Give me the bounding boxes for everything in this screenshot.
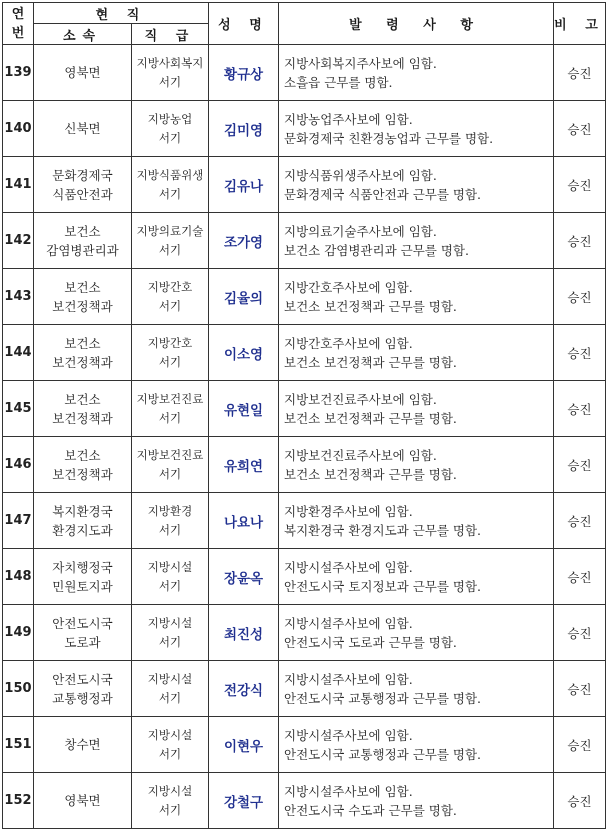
remark-note: 승진 xyxy=(554,437,606,493)
rank-line: 지방간호 xyxy=(147,279,193,294)
dept-line: 보건소 xyxy=(64,279,101,295)
header-rank: 직 급 xyxy=(132,24,209,45)
remark-note: 승진 xyxy=(554,773,606,829)
order-line: 지방식품위생주사보에 임함. xyxy=(284,167,437,183)
order-line: 지방환경주사보에 임함. xyxy=(284,503,413,519)
personnel-order-sheet xyxy=(2,2,605,834)
table-row xyxy=(3,101,606,157)
rank-line: 지방식품위생 xyxy=(136,167,204,182)
order-line: 안전도시국 교통행정과 근무를 명함. xyxy=(284,690,482,706)
order-line: 보건소 보건정책과 근무를 명함. xyxy=(284,410,457,426)
rank-line: 지방시설 xyxy=(147,671,193,686)
row-number: 140 xyxy=(3,101,34,157)
order-line: 소흘읍 근무를 명함. xyxy=(284,74,393,90)
table-row xyxy=(3,549,606,605)
table-row xyxy=(3,605,606,661)
rank-line: 서기 xyxy=(158,410,182,425)
row-number: 144 xyxy=(3,325,34,381)
order-line: 지방의료기술주사보에 임함. xyxy=(284,223,437,239)
rank-line: 서기 xyxy=(158,746,182,761)
remark-note: 승진 xyxy=(554,269,606,325)
dept-line: 식품안전과 xyxy=(52,186,113,202)
order-line: 지방사회복지주사보에 임함. xyxy=(284,55,437,71)
rank-line: 서기 xyxy=(158,802,182,817)
header-dept: 소속 xyxy=(34,24,132,45)
order-line: 지방간호주사보에 임함. xyxy=(284,279,413,295)
table-row xyxy=(3,493,606,549)
remark-note: 승진 xyxy=(554,45,606,101)
dept-line: 보건정책과 xyxy=(52,298,113,314)
rank-line: 서기 xyxy=(158,242,182,257)
rank-line: 지방보건진료 xyxy=(136,447,204,462)
rank-line: 지방농업 xyxy=(147,111,193,126)
remark-note: 승진 xyxy=(554,493,606,549)
order-line: 복지환경국 환경지도과 근무를 명함. xyxy=(284,522,482,538)
appointment-order xyxy=(279,213,554,269)
order-line: 안전도시국 수도과 근무를 명함. xyxy=(284,802,457,818)
rank-line: 지방보건진료 xyxy=(136,391,204,406)
appointment-order xyxy=(279,493,554,549)
rank-line: 지방간호 xyxy=(147,335,193,350)
remark-note: 승진 xyxy=(554,381,606,437)
current-rank xyxy=(132,269,209,325)
rank-line: 서기 xyxy=(158,186,182,201)
table-row xyxy=(3,45,606,101)
employee-name: 이현우 xyxy=(209,717,279,773)
remark-note: 승진 xyxy=(554,661,606,717)
employee-name: 김유나 xyxy=(209,157,279,213)
current-rank xyxy=(132,605,209,661)
order-line: 안전도시국 교통행정과 근무를 명함. xyxy=(284,746,482,762)
order-line: 문화경제국 식품안전과 근무를 명함. xyxy=(284,186,482,202)
current-dept xyxy=(34,213,132,269)
row-number: 145 xyxy=(3,381,34,437)
row-number: 147 xyxy=(3,493,34,549)
rank-line: 지방의료기술 xyxy=(136,223,204,238)
rank-line: 서기 xyxy=(158,634,182,649)
dept-line: 영북면 xyxy=(64,793,101,808)
rank-line: 서기 xyxy=(158,298,182,313)
dept-line: 복지환경국 xyxy=(52,503,113,519)
rank-line: 서기 xyxy=(158,354,182,369)
remark-note: 승진 xyxy=(554,605,606,661)
employee-name: 황규상 xyxy=(209,45,279,101)
current-rank xyxy=(132,157,209,213)
header-note: 비 고 xyxy=(554,3,606,45)
header-no-text: 연번 xyxy=(11,6,25,41)
current-dept xyxy=(34,717,132,773)
order-line: 지방보건진료주사보에 임함. xyxy=(284,447,437,463)
employee-name: 김미영 xyxy=(209,101,279,157)
remark-note: 승진 xyxy=(554,157,606,213)
current-dept xyxy=(34,381,132,437)
appointment-order xyxy=(279,717,554,773)
current-dept xyxy=(34,101,132,157)
order-line: 안전도시국 토지정보과 근무를 명함. xyxy=(284,578,482,594)
current-rank xyxy=(132,101,209,157)
row-number: 142 xyxy=(3,213,34,269)
dept-line: 안전도시국 xyxy=(52,615,113,631)
rank-line: 지방시설 xyxy=(147,783,193,798)
current-rank xyxy=(132,549,209,605)
order-line: 지방시설주사보에 임함. xyxy=(284,615,413,631)
remark-note: 승진 xyxy=(554,101,606,157)
current-rank xyxy=(132,437,209,493)
current-dept xyxy=(34,45,132,101)
current-dept xyxy=(34,325,132,381)
table-row xyxy=(3,661,606,717)
dept-line: 안전도시국 xyxy=(52,671,113,687)
current-dept xyxy=(34,661,132,717)
remark-note: 승진 xyxy=(554,325,606,381)
order-line: 보건소 보건정책과 근무를 명함. xyxy=(284,354,457,370)
row-number: 146 xyxy=(3,437,34,493)
order-line: 문화경제국 친환경농업과 근무를 명함. xyxy=(284,130,494,146)
dept-line: 환경지도과 xyxy=(52,522,113,538)
row-number: 151 xyxy=(3,717,34,773)
order-line: 지방농업주사보에 임함. xyxy=(284,111,413,127)
rank-line: 서기 xyxy=(158,466,182,481)
dept-line: 보건소 xyxy=(64,447,101,463)
table-row xyxy=(3,269,606,325)
appointment-order xyxy=(279,437,554,493)
row-number: 143 xyxy=(3,269,34,325)
table-header xyxy=(3,3,606,45)
appointment-order xyxy=(279,269,554,325)
table-row xyxy=(3,717,606,773)
table-row xyxy=(3,213,606,269)
current-dept xyxy=(34,549,132,605)
dept-line: 감염병관리과 xyxy=(46,242,119,258)
personnel-order-table xyxy=(2,2,606,829)
employee-name: 전강식 xyxy=(209,661,279,717)
employee-name: 장윤옥 xyxy=(209,549,279,605)
table-body xyxy=(3,45,606,829)
employee-name: 이소영 xyxy=(209,325,279,381)
order-line: 지방시설주사보에 임함. xyxy=(284,671,413,687)
current-rank xyxy=(132,661,209,717)
order-line: 지방간호주사보에 임함. xyxy=(284,335,413,351)
order-line: 보건소 감염병관리과 근무를 명함. xyxy=(284,242,469,258)
current-dept xyxy=(34,773,132,829)
dept-line: 도로과 xyxy=(64,634,101,650)
employee-name: 유현일 xyxy=(209,381,279,437)
current-rank xyxy=(132,325,209,381)
row-number: 139 xyxy=(3,45,34,101)
appointment-order xyxy=(279,773,554,829)
current-dept xyxy=(34,437,132,493)
employee-name: 조가영 xyxy=(209,213,279,269)
row-number: 150 xyxy=(3,661,34,717)
rank-line: 서기 xyxy=(158,522,182,537)
current-dept xyxy=(34,493,132,549)
employee-name: 유희연 xyxy=(209,437,279,493)
remark-note: 승진 xyxy=(554,213,606,269)
table-row xyxy=(3,325,606,381)
remark-note: 승진 xyxy=(554,717,606,773)
rank-line: 지방시설 xyxy=(147,559,193,574)
order-line: 지방시설주사보에 임함. xyxy=(284,783,413,799)
dept-line: 신북면 xyxy=(64,121,101,136)
appointment-order xyxy=(279,605,554,661)
dept-line: 문화경제국 xyxy=(52,167,113,183)
row-number: 141 xyxy=(3,157,34,213)
header-no xyxy=(3,3,34,45)
order-line: 보건소 보건정책과 근무를 명함. xyxy=(284,298,457,314)
dept-line: 교통행정과 xyxy=(52,690,113,706)
table-row xyxy=(3,381,606,437)
dept-line: 민원토지과 xyxy=(52,578,113,594)
order-line: 지방시설주사보에 임함. xyxy=(284,559,413,575)
header-order: 발 령 사 항 xyxy=(279,3,554,45)
rank-line: 지방시설 xyxy=(147,615,193,630)
header-name: 성 명 xyxy=(209,3,279,45)
current-dept xyxy=(34,269,132,325)
appointment-order xyxy=(279,549,554,605)
rank-line: 지방환경 xyxy=(147,503,193,518)
row-number: 148 xyxy=(3,549,34,605)
order-line: 지방시설주사보에 임함. xyxy=(284,727,413,743)
appointment-order xyxy=(279,157,554,213)
header-position-group: 현 직 xyxy=(34,3,209,24)
dept-line: 창수면 xyxy=(64,737,101,752)
current-rank xyxy=(132,45,209,101)
current-rank xyxy=(132,213,209,269)
dept-line: 보건정책과 xyxy=(52,466,113,482)
rank-line: 서기 xyxy=(158,74,182,89)
table-row xyxy=(3,773,606,829)
dept-line: 보건소 xyxy=(64,391,101,407)
current-rank xyxy=(132,493,209,549)
appointment-order xyxy=(279,661,554,717)
appointment-order xyxy=(279,45,554,101)
dept-line: 자치행정국 xyxy=(52,559,113,575)
appointment-order xyxy=(279,101,554,157)
current-rank xyxy=(132,381,209,437)
current-dept xyxy=(34,605,132,661)
order-line: 지방보건진료주사보에 임함. xyxy=(284,391,437,407)
table-row xyxy=(3,437,606,493)
remark-note: 승진 xyxy=(554,549,606,605)
rank-line: 서기 xyxy=(158,130,182,145)
rank-line: 지방시설 xyxy=(147,727,193,742)
current-rank xyxy=(132,773,209,829)
current-rank xyxy=(132,717,209,773)
rank-line: 서기 xyxy=(158,690,182,705)
rank-line: 서기 xyxy=(158,578,182,593)
employee-name: 강철구 xyxy=(209,773,279,829)
order-line: 안전도시국 도로과 근무를 명함. xyxy=(284,634,457,650)
current-dept xyxy=(34,157,132,213)
employee-name: 최진성 xyxy=(209,605,279,661)
employee-name: 김율의 xyxy=(209,269,279,325)
order-line: 보건소 보건정책과 근무를 명함. xyxy=(284,466,457,482)
appointment-order xyxy=(279,325,554,381)
rank-line: 지방사회복지 xyxy=(136,55,204,70)
dept-line: 보건정책과 xyxy=(52,354,113,370)
row-number: 152 xyxy=(3,773,34,829)
dept-line: 영북면 xyxy=(64,65,101,80)
dept-line: 보건소 xyxy=(64,335,101,351)
appointment-order xyxy=(279,381,554,437)
dept-line: 보건정책과 xyxy=(52,410,113,426)
table-row xyxy=(3,157,606,213)
dept-line: 보건소 xyxy=(64,223,101,239)
row-number: 149 xyxy=(3,605,34,661)
employee-name: 나요나 xyxy=(209,493,279,549)
